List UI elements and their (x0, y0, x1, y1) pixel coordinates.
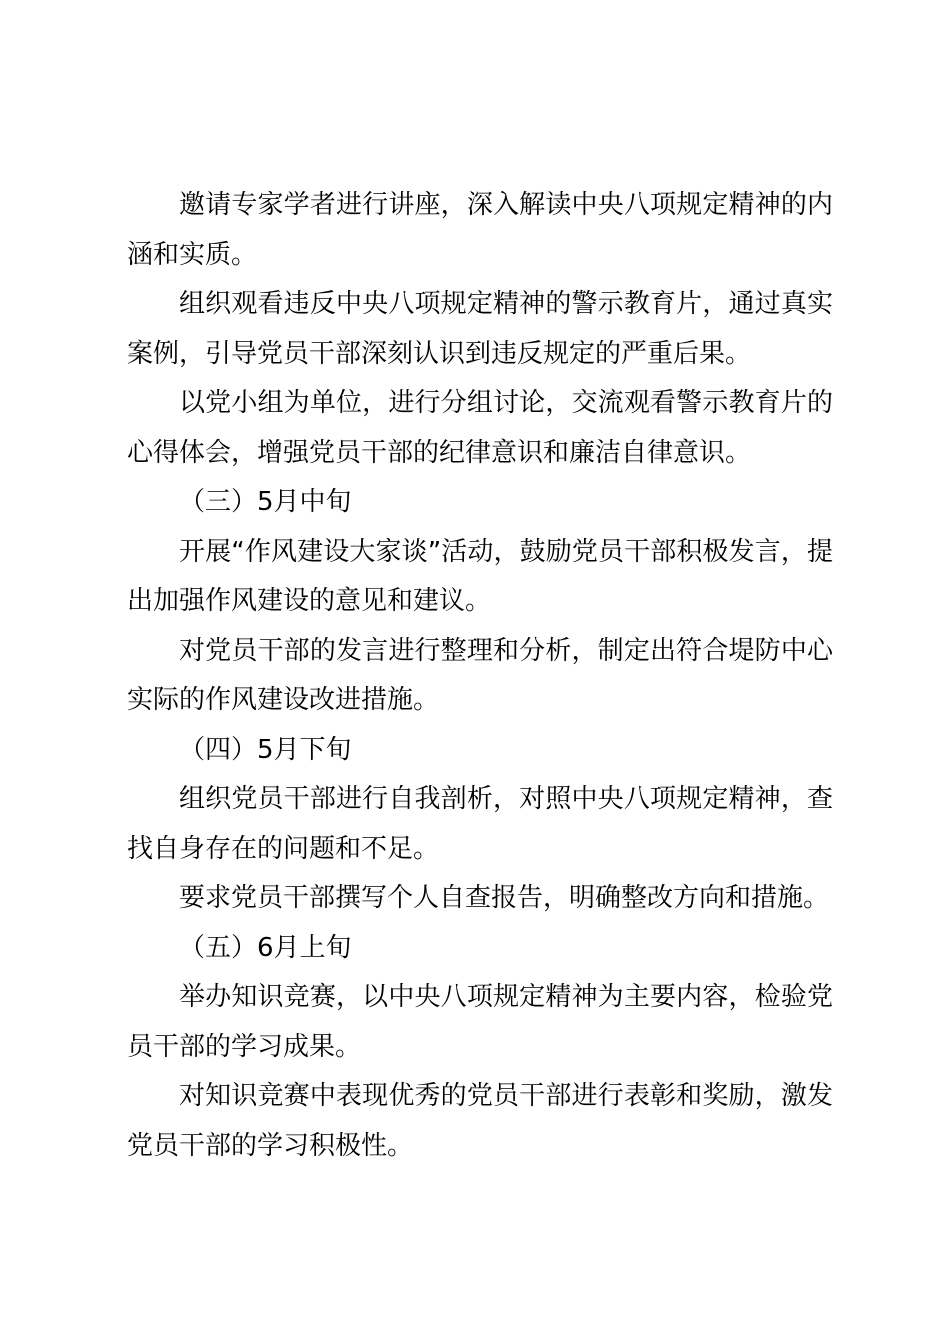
body-paragraph: 开展“作风建设大家谈”活动，鼓励党员干部积极发言，提出加强作风建设的意见和建议。 (127, 536, 833, 616)
body-paragraph: 对党员干部的发言进行整理和分析，制定出符合堤防中心实际的作风建设改进措施。 (127, 635, 833, 715)
body-paragraph: 邀请专家学者进行讲座，深入解读中央八项规定精神的内涵和实质。 (127, 190, 833, 270)
body-paragraph: 组织观看违反中央八项规定精神的警示教育片，通过真实案例，引导党员干部深刻认识到违反规定的严重后果。 (127, 289, 833, 369)
document-body (127, 181, 833, 1171)
section-heading: （四）5月下旬 (179, 734, 352, 765)
body-paragraph: 对知识竞赛中表现优秀的党员干部进行表彰和奖励，激发党员干部的学习积极性。 (127, 1081, 833, 1161)
body-paragraph: 以党小组为单位，进行分组讨论，交流观看警示教育片的心得体会，增强党员干部的纪律意识和廉洁自律意识。 (127, 388, 833, 468)
section-heading: （五）6月上旬 (179, 932, 352, 963)
body-paragraph: 要求党员干部撰写个人自查报告，明确整改方向和措施。 (179, 883, 830, 913)
body-paragraph: 举办知识竞赛，以中央八项规定精神为主要内容，检验党员干部的学习成果。 (127, 982, 833, 1062)
section-heading: （三）5月中旬 (179, 487, 352, 517)
body-paragraph: 组织党员干部进行自我剖析，对照中央八项规定精神，查找自身存在的问题和不足。 (127, 784, 833, 864)
